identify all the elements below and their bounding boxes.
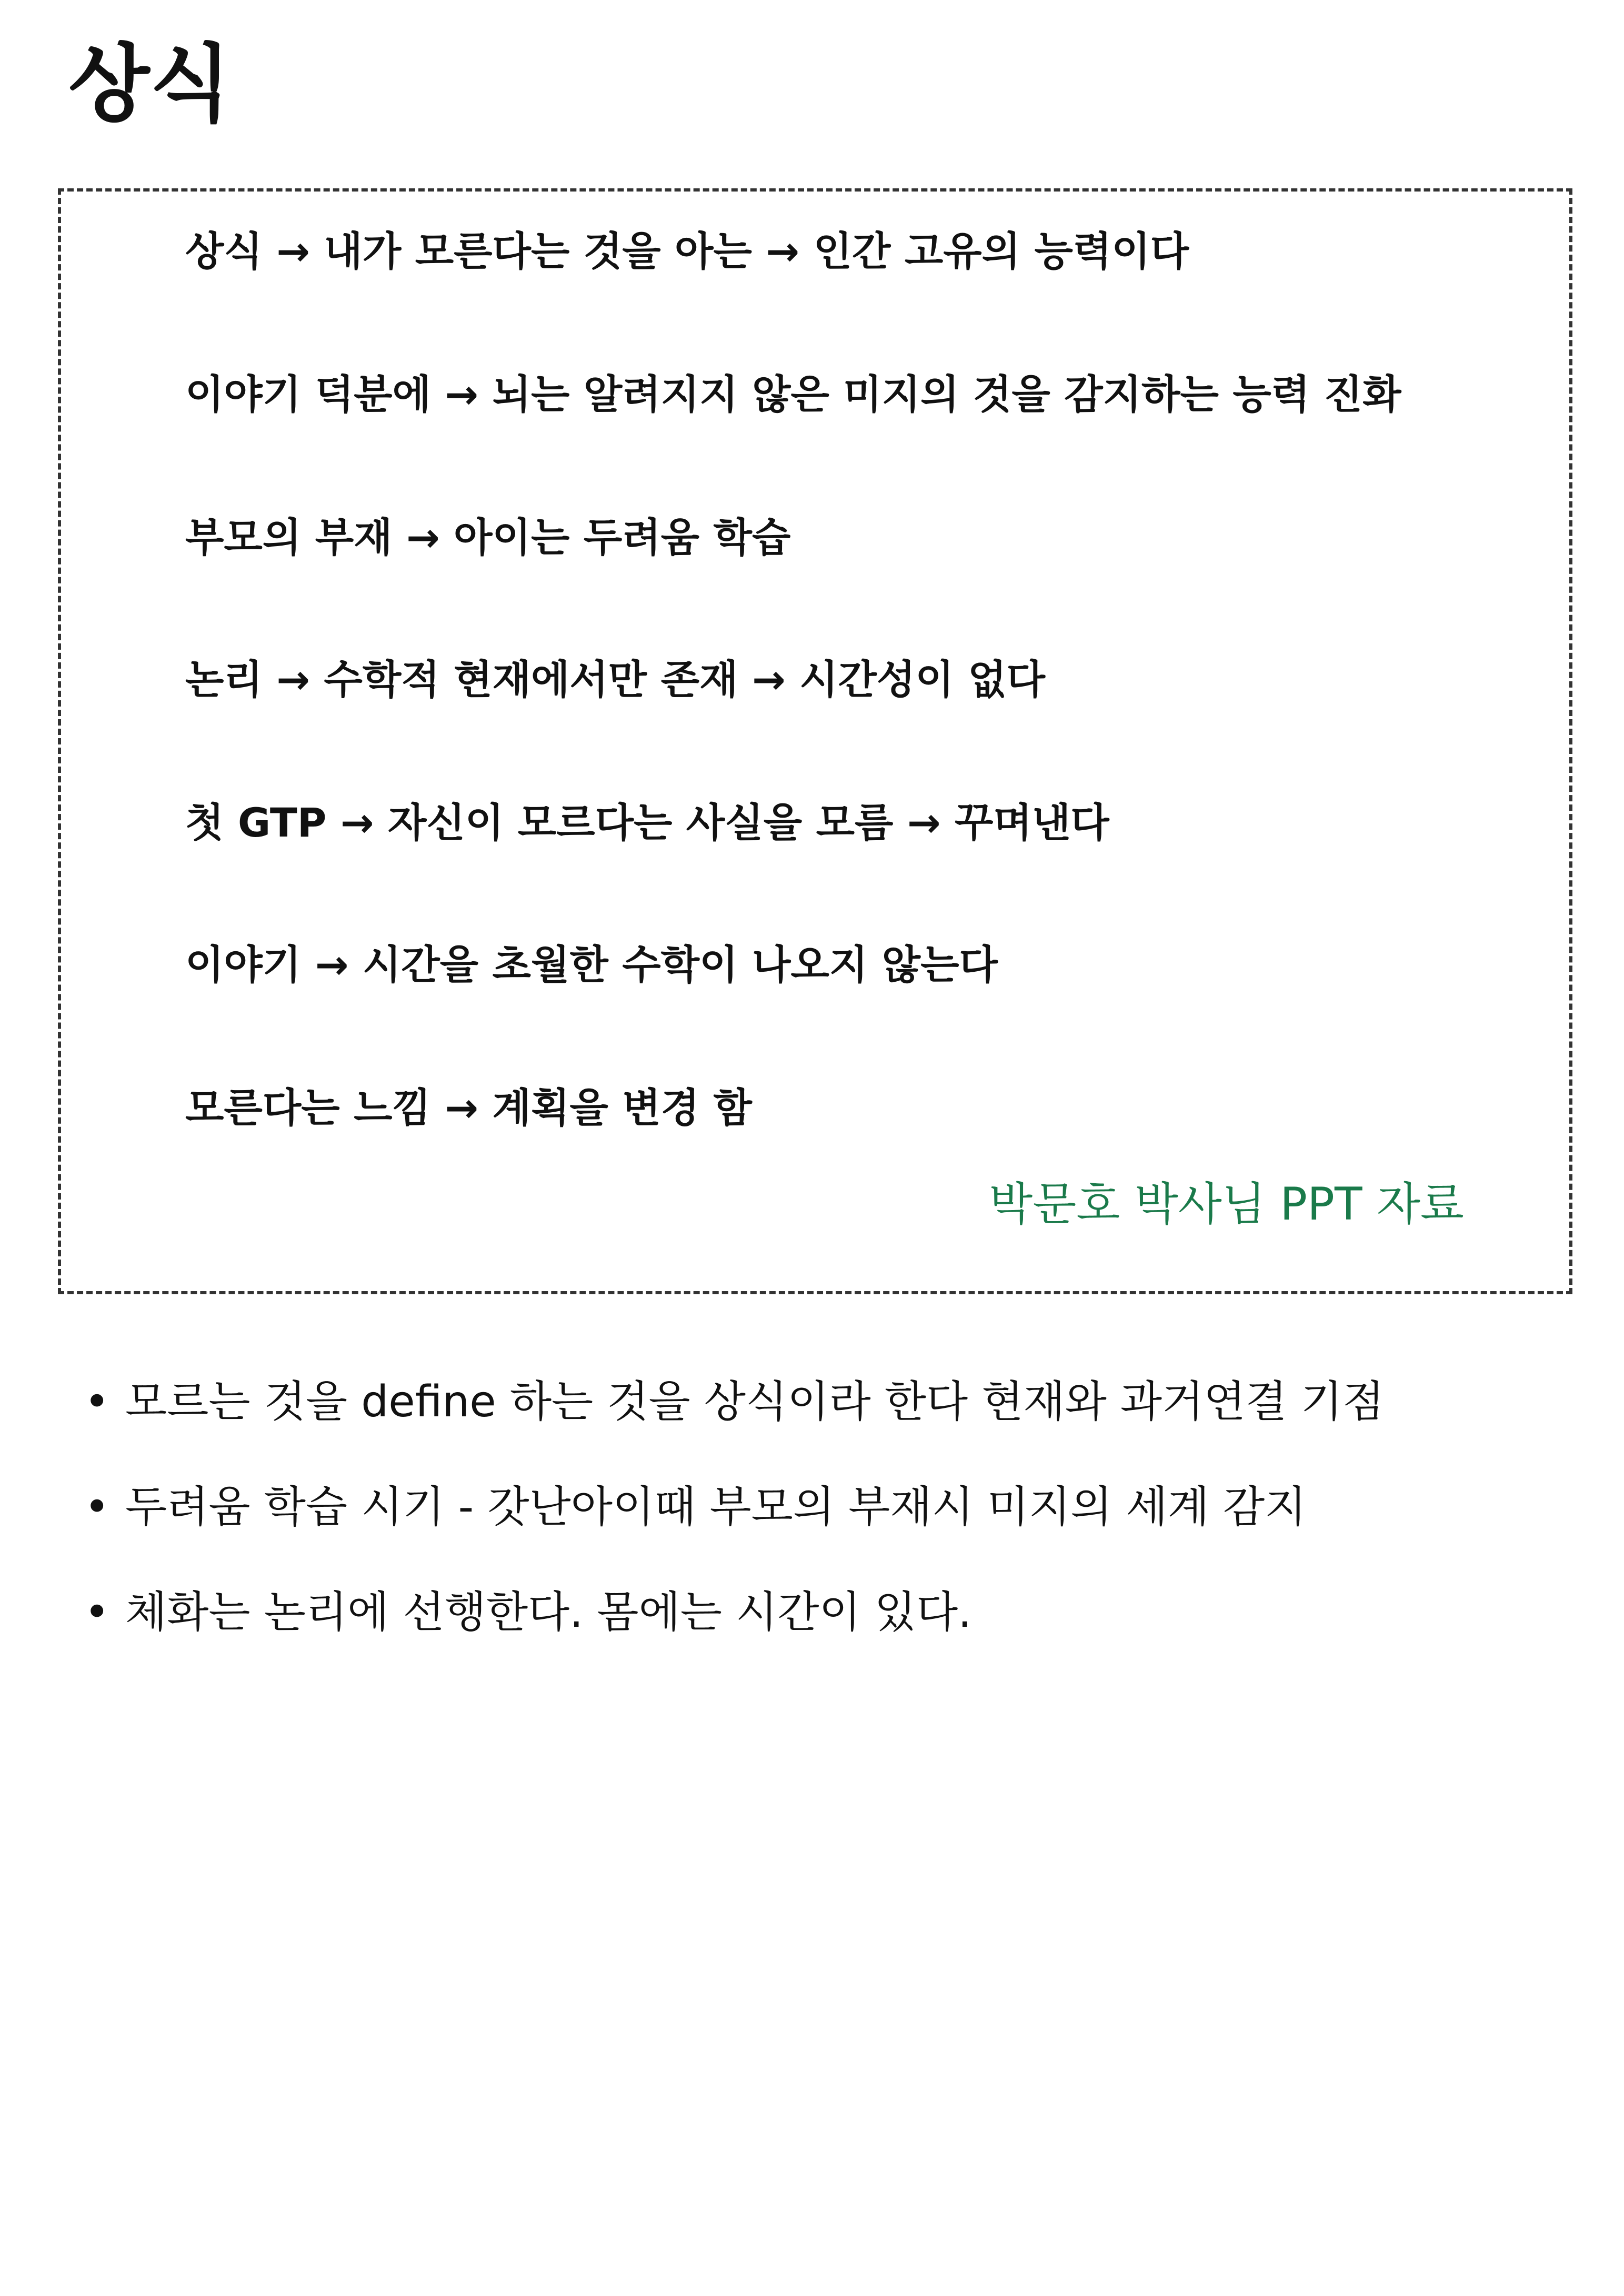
bullet-item xyxy=(84,1589,1537,1694)
slide-line-2: 이야기 덕분에 → 뇌는 알려지지 않은 미지의 것을 감지하는 능력 진화 xyxy=(185,371,1401,418)
slide-line-3: 부모의 부재 → 아이는 두려움 학습 xyxy=(185,514,791,561)
bullet-item xyxy=(84,1378,1537,1484)
slide-excerpt-box xyxy=(58,188,1572,1294)
page-title: 상식 xyxy=(68,35,232,133)
bullet-icon: • xyxy=(84,1377,110,1427)
slide-line-4: 논리 → 수학적 현재에서만 존재 → 시간성이 없다 xyxy=(185,656,1046,703)
bullet-icon: • xyxy=(84,1587,110,1637)
slide-line-5: 첫 GTP → 자신이 모르다는 사실을 모름 → 꾸며낸다 xyxy=(185,799,1109,846)
bullet-icon: • xyxy=(84,1482,110,1532)
bullet-item xyxy=(84,1484,1537,1589)
bullet-text: 체화는 논리에 선행한다. 몸에는 시간이 있다. xyxy=(125,1587,972,1637)
slide-line-7: 모른다는 느낌 → 계획을 변경 함 xyxy=(185,1084,752,1131)
source-credit: 박문호 박사님 PPT 자료 xyxy=(989,1178,1464,1231)
slide-line-1: 상식 → 내가 모른다는 것을 아는 → 인간 고유의 능력이다 xyxy=(185,228,1189,275)
slide-line-6: 이야기 → 시간을 초월한 수학이 나오지 않는다 xyxy=(185,941,998,988)
bullet-text: 두려움 학습 시기 - 갓난아이때 부모의 부재시 미지의 세계 감지 xyxy=(125,1482,1307,1532)
bullet-text: 모르는 것을 define 하는 것을 상식이라 한다 현재와 과거연결 기점 xyxy=(125,1377,1385,1427)
notes-bullet-list xyxy=(84,1378,1537,1694)
